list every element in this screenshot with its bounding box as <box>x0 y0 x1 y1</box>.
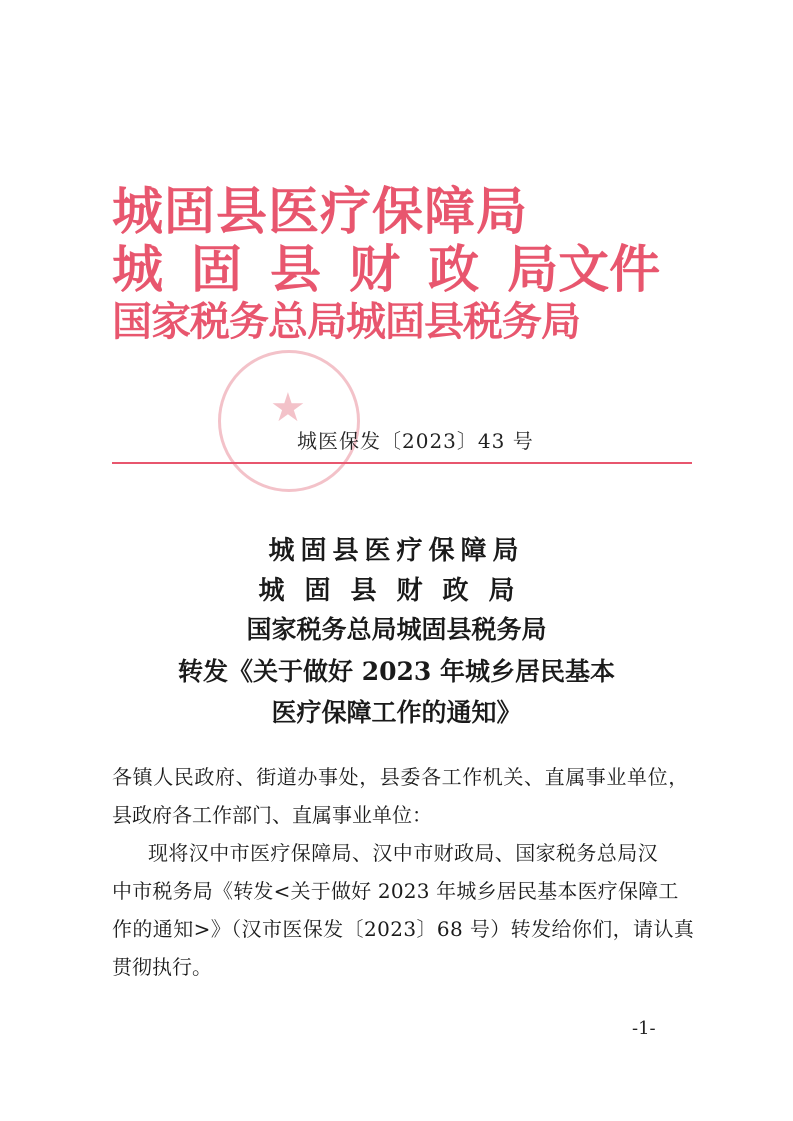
letterhead-char: 局 <box>507 240 559 300</box>
letterhead-char: 政 <box>428 240 480 300</box>
title-line-3: 国家税务总局城固县税务局 <box>246 615 547 644</box>
title-line-2: 城固县财政局 <box>258 576 535 606</box>
body-paragraph-line: 作的通知>》（汉市医保发〔2023〕68 号）转发给你们，请认真 <box>112 917 695 941</box>
letterhead-char: 财 <box>349 240 401 300</box>
letterhead-suffix: 文件 <box>558 240 661 300</box>
addressee-line-1: 各镇人民政府、街道办事处，县委各工作机关、直属事业单位， <box>112 765 689 789</box>
red-separator-line <box>112 462 692 464</box>
body-paragraph-line: 中市税务局《转发<关于做好 2023 年城乡居民基本医疗保障工 <box>112 879 679 903</box>
body-paragraph-line: 现将汉中市医疗保障局、汉中市财政局、国家税务总局汉 <box>148 841 658 865</box>
letterhead-char: 城 <box>112 240 164 300</box>
title-line-4: 转发《关于做好 2023 年城乡居民基本 <box>178 657 615 686</box>
letterhead-char: 县 <box>270 240 322 300</box>
seal-star-icon: ★ <box>270 385 306 431</box>
body-paragraph-line: 贯彻执行。 <box>112 955 212 979</box>
letterhead-line-3: 国家税务总局城固县税务局 <box>112 298 580 345</box>
addressee-line-2: 县政府各工作部门、直属事业单位： <box>112 803 432 827</box>
letterhead-char: 固 <box>191 240 243 300</box>
letterhead-line-1: 城固县医疗保障局 <box>112 182 529 242</box>
document-number: 城医保发〔2023〕43 号 <box>297 429 534 453</box>
title-line-5: 医疗保障工作的通知》 <box>271 698 522 727</box>
page-number: -1- <box>632 1018 656 1039</box>
title-line-1: 城固县医疗保障局 <box>268 536 525 566</box>
